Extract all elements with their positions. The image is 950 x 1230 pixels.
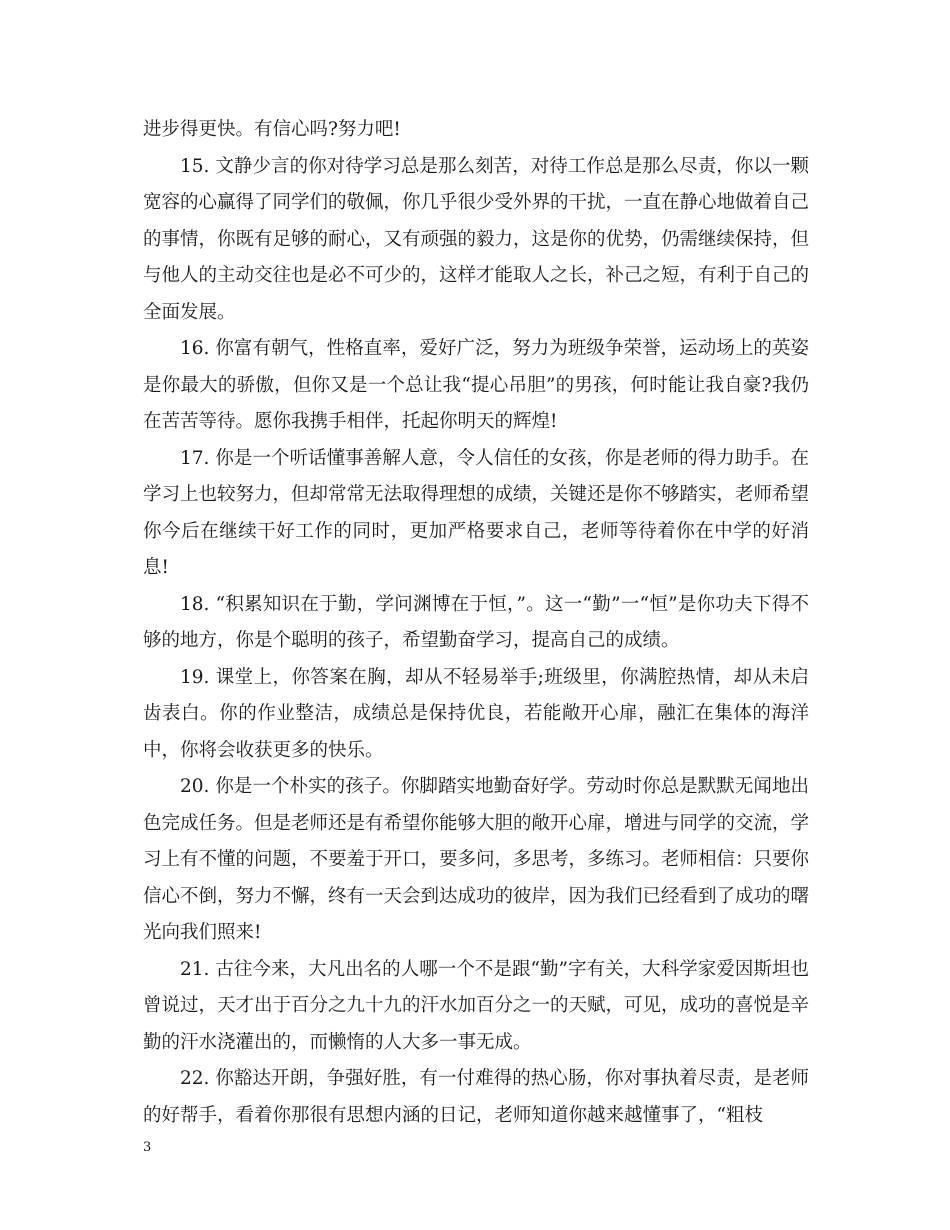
paragraph-item-20: 20. 你是一个朴实的孩子。你脚踏实地勤奋好学。劳动时你总是默默无闻地出色完成任务。但是老师还是有希望你能够大胆的敞开心扉，增进与同学的交流，学习上有不懂的问题，不要羞于开口，要多问，多思考，多练习。老师相信：只要你信心不倒，努力不懈，终有一天会到达成功的彼岸，因为我们已经看到了成功的曙光向我们照来! bbox=[143, 776, 810, 943]
paragraph-item-21: 21. 古往今来，大凡出名的人哪一个不是跟“勤”字有关，大科学家爱因斯坦也曾说过，天才出于百分之九十九的汗水加百分之一的天赋，可见，成功的喜悦是辛勤的汗水浇灌出的，而懒惰的人大多一事无成。 bbox=[143, 958, 810, 1053]
paragraph-item-17: 17. 你是一个听话懂事善解人意，令人信任的女孩，你是老师的得力助手。在学习上也较努力，但却常常无法取得理想的成绩，关键还是你不够踏实，老师希望你今后在继续干好工作的同时，更加严格要求自己，老师等待着你在中学的好消息! bbox=[143, 447, 810, 578]
paragraph-item-19: 19. 课堂上，你答案在胸，却从不轻易举手;班级里，你满腔热情，却从未启齿表白。你的作业整洁，成绩总是保持优良，若能敞开心扉，融汇在集体的海洋中，你将会收获更多的快乐。 bbox=[143, 666, 809, 761]
page-number: 3 bbox=[143, 1140, 152, 1155]
paragraph-continuation: 进步得更快。有信心吗?努力吧! bbox=[143, 119, 401, 140]
paragraph-item-18: 18. “积累知识在于勤，学问渊博在于恒，”。这一“勤”一“恒”是你功夫下得不够的地方，你是个聪明的孩子，希望勤奋学习，提高自己的成绩。 bbox=[143, 593, 809, 651]
paragraph-item-16: 16. 你富有朝气，性格直率，爱好广泛，努力为班级争荣誉，运动场上的英姿是你最大的骄傲，但你又是一个总让我“提心吊胆”的男孩，何时能让我自豪?我仍在苦苦等待。愿你我携手相伴，托起你明天的辉煌! bbox=[143, 338, 809, 432]
paragraph-item-15: 15. 文静少言的你对待学习总是那么刻苦，对待工作总是那么尽责，你以一颗宽容的心赢得了同学们的敬佩，你几乎很少受外界的干扰，一直在静心地做着自己的事情，你既有足够的耐心，又有顽强的毅力，这是你的优势，仍需继续保持，但与他人的主动交往也是必不可少的，这样才能取人之长，补己之短，有利于自己的全面发展。 bbox=[143, 155, 810, 323]
document-body bbox=[143, 112, 809, 1134]
paragraph-item-22: 22. 你豁达开朗，争强好胜，有一付难得的热心肠，你对事执着尽责，是老师的好帮手，看着你那很有思想内涵的日记，老师知道你越来越懂事了，“粗枝 bbox=[143, 1068, 809, 1126]
